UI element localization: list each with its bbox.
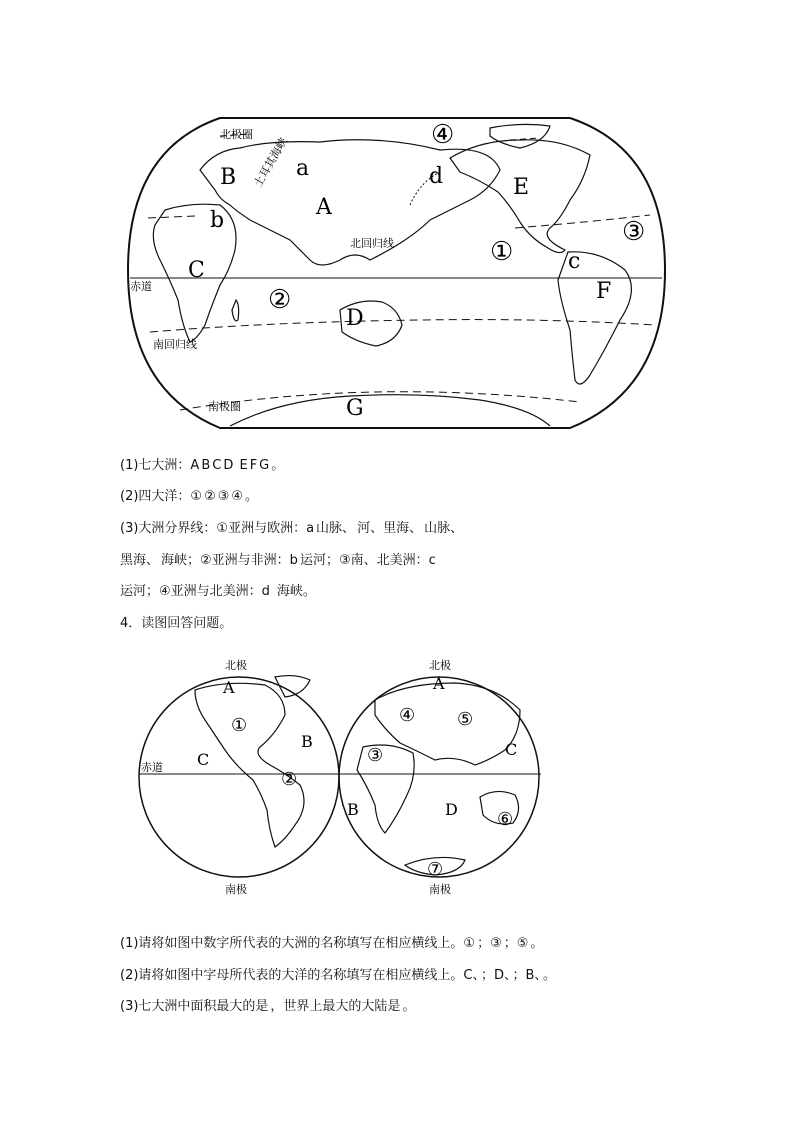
m2-C-left: C bbox=[197, 750, 210, 769]
marker-a: a bbox=[296, 156, 310, 181]
q4-part2 bbox=[120, 966, 556, 986]
q3-p2-o2: ② bbox=[204, 489, 216, 504]
continent-G: G bbox=[346, 396, 364, 421]
m2-A-left: A bbox=[223, 678, 235, 697]
q4-p1-end: 。 bbox=[530, 936, 544, 951]
q3-p1-D: D bbox=[223, 458, 234, 473]
q3-part2 bbox=[120, 487, 258, 507]
eastern-hemisphere bbox=[339, 677, 539, 877]
q3-p2-o4: ④ bbox=[231, 489, 244, 504]
q3-p1-end: 。 bbox=[271, 458, 285, 473]
label-strait: 土耳其海峡 bbox=[251, 135, 291, 190]
eurasia-shape-2 bbox=[375, 683, 520, 765]
continent-C: C bbox=[188, 258, 205, 283]
q4-part3 bbox=[120, 997, 415, 1017]
q3-p3-l2b: 海峡；②亚洲与非洲：b bbox=[161, 553, 298, 568]
q3-p1-F: F bbox=[249, 458, 258, 473]
tropic-south-line bbox=[150, 320, 655, 332]
q3-p1-E: E bbox=[239, 458, 248, 473]
m2-n3: ③ bbox=[367, 745, 384, 766]
continent-E: E bbox=[513, 175, 530, 200]
m2-C-right: C bbox=[505, 740, 518, 759]
americas-shape bbox=[195, 683, 304, 847]
label-arctic: 北极圈 bbox=[220, 128, 253, 141]
q4-p2-s1: ；D、 bbox=[481, 968, 511, 983]
q3-part3-line3 bbox=[120, 582, 316, 602]
m2-n7: ⑦ bbox=[427, 859, 444, 880]
m2-n5: ⑤ bbox=[457, 709, 474, 730]
q4-p1-s1: ；③ bbox=[477, 936, 502, 951]
continent-A: A bbox=[316, 195, 332, 220]
question-4-title: 4．读图回答问题。 bbox=[120, 616, 233, 631]
q3-p3-l1a: (3)大洲分界线：①亚洲与欧洲：a bbox=[120, 521, 315, 536]
m2-B-right: B bbox=[347, 800, 359, 819]
label-south-pole-right: 南极 bbox=[429, 883, 451, 896]
q4-p3-s1: ，世界上最大的大陆是 bbox=[270, 999, 401, 1014]
greenland-shape bbox=[490, 124, 550, 148]
label-tropic-north: 北回归线 bbox=[350, 237, 394, 250]
q3-p1-G: G bbox=[259, 458, 270, 473]
q3-p3-l2c: 运河；③南、北美洲：c bbox=[299, 553, 436, 568]
q3-part3-line2 bbox=[120, 551, 443, 571]
q3-part3-line1 bbox=[120, 519, 463, 539]
q3-part1 bbox=[120, 456, 284, 476]
m2-n4: ④ bbox=[399, 705, 416, 726]
q4-p1-s2: ；⑤ bbox=[503, 936, 529, 951]
q4-p2-end: 。 bbox=[542, 968, 556, 983]
m2-n1: ① bbox=[231, 715, 248, 736]
label-equator: 赤道 bbox=[130, 280, 152, 293]
q3-p2-o3: ③ bbox=[217, 489, 230, 504]
antarctica-shape bbox=[230, 395, 550, 426]
world-map bbox=[120, 110, 670, 435]
q3-p3-l1c: 河、里海、 bbox=[357, 521, 423, 536]
q4-part1 bbox=[120, 934, 543, 954]
ocean-1: ① bbox=[490, 237, 514, 267]
q3-p3-l2a: 黑海、 bbox=[120, 553, 160, 568]
label-equator-2: 赤道 bbox=[141, 761, 163, 774]
western-hemisphere bbox=[139, 677, 339, 877]
continent-F: F bbox=[596, 279, 612, 304]
m2-A-right: A bbox=[433, 674, 445, 693]
q4-p3-text: (3)七大洲中面积最大的是 bbox=[120, 999, 269, 1014]
q4-p2-s2: ；B、 bbox=[512, 968, 541, 983]
q3-p3-l1b: 山脉、 bbox=[316, 521, 356, 536]
continent-D: D bbox=[346, 306, 364, 331]
m2-n6: ⑥ bbox=[497, 809, 514, 830]
ocean-3: ③ bbox=[622, 217, 646, 247]
q3-p2-end: 。 bbox=[245, 489, 259, 504]
q3-p3-l3b: 海峡。 bbox=[276, 584, 316, 599]
q3-p3-l1d: 山脉、 bbox=[424, 521, 464, 536]
m2-D: D bbox=[445, 800, 458, 819]
label-north-pole-left: 北极 bbox=[225, 659, 247, 672]
hemispheres-map bbox=[135, 655, 545, 900]
label-tropic-south: 南回归线 bbox=[153, 338, 197, 351]
africa-shape-2 bbox=[357, 745, 414, 833]
marker-c: c bbox=[568, 249, 581, 274]
q4-p2-text: (2)请将如图中字母所代表的大洋的名称填写在相应横线上。C、 bbox=[120, 968, 479, 983]
ocean-4: ④ bbox=[431, 120, 455, 150]
q4-p3-end: 。 bbox=[402, 999, 416, 1014]
label-south-pole-left: 南极 bbox=[225, 883, 247, 896]
m2-B-left: B bbox=[301, 732, 313, 751]
q3-p1-C: C bbox=[212, 458, 222, 473]
m2-n2: ② bbox=[281, 769, 298, 790]
madagascar-shape bbox=[232, 300, 239, 321]
greenland-shape-2 bbox=[275, 676, 310, 697]
q3-p3-l3a: 运河；④亚洲与北美洲：d bbox=[120, 584, 270, 599]
q3-p1-B: B bbox=[201, 458, 211, 473]
label-antarctic: 南极圈 bbox=[208, 400, 241, 413]
ocean-2: ② bbox=[268, 285, 292, 315]
continent-B: B bbox=[220, 165, 237, 190]
marker-d: d bbox=[429, 164, 444, 189]
marker-b: b bbox=[210, 208, 225, 233]
label-north-pole-right: 北极 bbox=[429, 659, 451, 672]
q3-p1-prefix: (1)七大洲：A bbox=[120, 458, 200, 473]
q4-p1-text: (1)请将如图中数字所代表的大洲的名称填写在相应横线上。① bbox=[120, 936, 476, 951]
q3-p2-prefix: (2)四大洋：① bbox=[120, 489, 203, 504]
